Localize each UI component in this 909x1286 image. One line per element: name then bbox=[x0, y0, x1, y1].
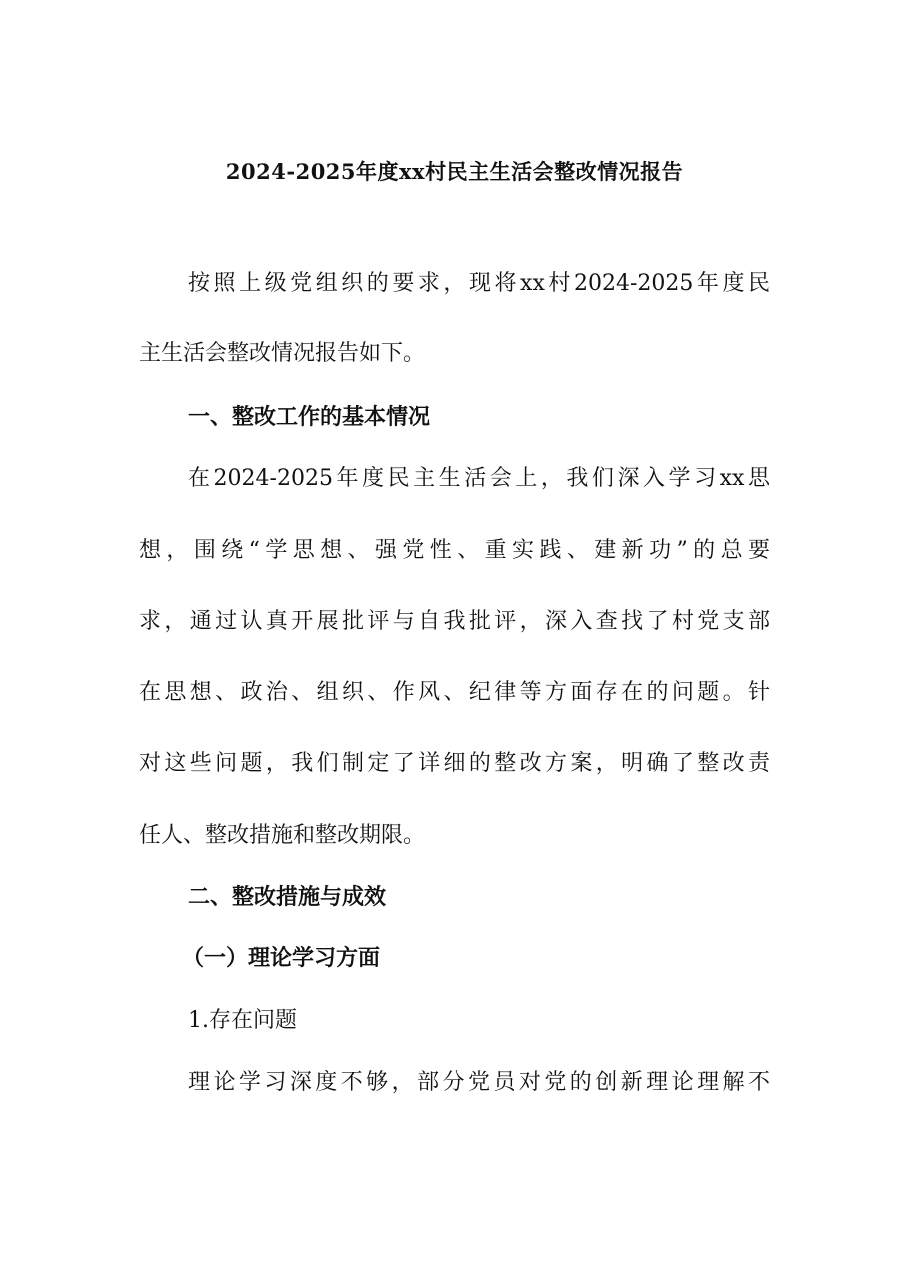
subsection-heading: （一）理论学习方面 bbox=[182, 945, 381, 971]
paragraph-line: 理论学习深度不够，部分党员对党的创新理论理解不 bbox=[188, 1070, 770, 1095]
document-title: 2024-2025年度xx村民主生活会整改情况报告 bbox=[225, 159, 684, 184]
item-title: 1.存在问题 bbox=[188, 1008, 297, 1033]
paragraph-line: 对这些问题，我们制定了详细的整改方案，明确了整改责 bbox=[139, 751, 770, 776]
section-heading: 二、整改措施与成效 bbox=[188, 884, 387, 910]
intro-line: 按照上级党组织的要求，现将xx村2024-2025年度民 bbox=[188, 271, 770, 296]
paragraph-line: 求，通过认真开展批评与自我批评，深入查找了村党支部 bbox=[139, 609, 770, 634]
paragraph-line: 在2024-2025年度民主生活会上，我们深入学习xx思 bbox=[188, 466, 770, 491]
paragraph-line: 在思想、政治、组织、作风、纪律等方面存在的问题。针 bbox=[139, 680, 770, 705]
paragraph-line: 想，围绕“学思想、强党性、重实践、建新功”的总要 bbox=[139, 538, 770, 563]
paragraph-line: 任人、整改措施和整改期限。 bbox=[139, 823, 426, 848]
section-heading: 一、整改工作的基本情况 bbox=[188, 404, 431, 430]
intro-line: 主生活会整改情况报告如下。 bbox=[139, 341, 426, 366]
